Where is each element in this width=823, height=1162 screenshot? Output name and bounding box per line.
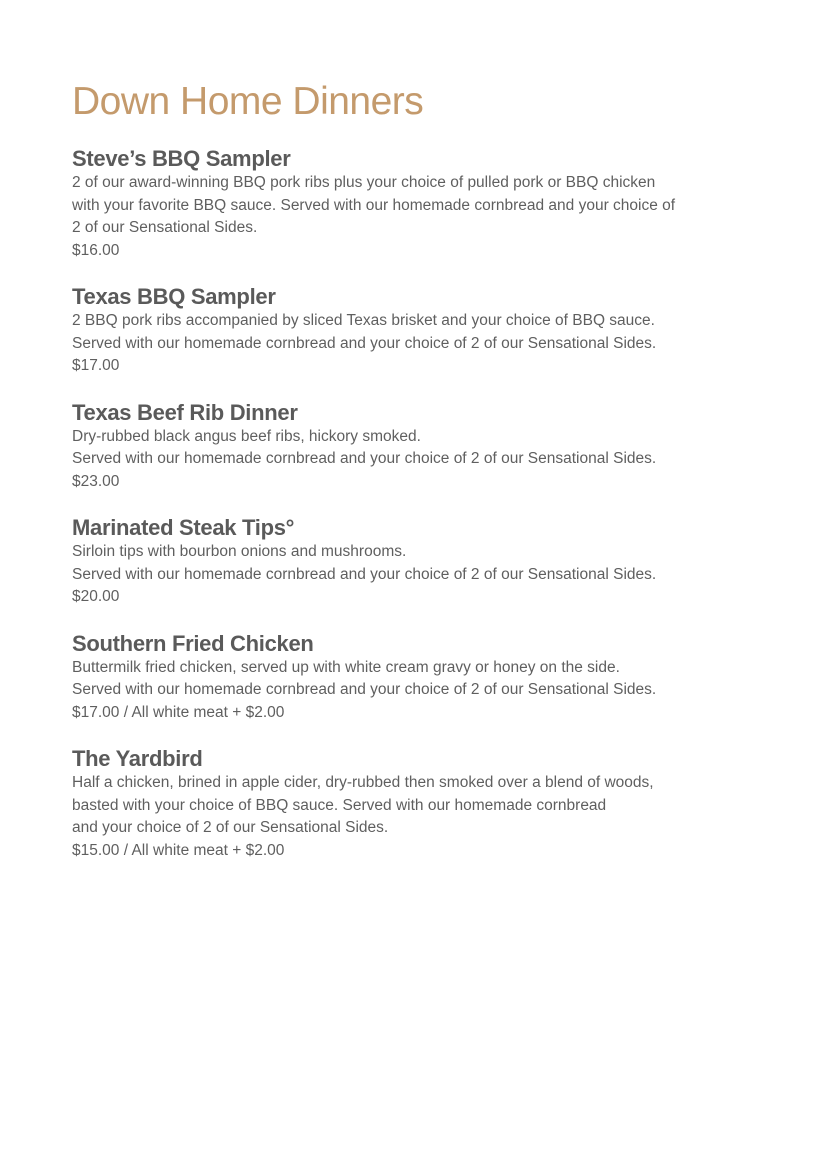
item-name: The Yardbird — [72, 746, 203, 771]
menu-page — [72, 80, 792, 884]
menu-item — [72, 631, 792, 725]
menu-item — [72, 746, 792, 862]
item-name: Steve’s BBQ Sampler — [72, 146, 291, 171]
page-title: Down Home Dinners — [72, 80, 424, 123]
item-name: Texas Beef Rib Dinner — [72, 399, 298, 425]
item-description-line: 2 of our award-winning BBQ pork ribs plus your choice of pulled pork or BBQ chicken — [72, 174, 656, 191]
item-description-line: with your favorite BBQ sauce. Served with our homemade cornbread and your choice of — [72, 196, 676, 214]
menu-item — [72, 515, 792, 609]
item-description-line: 2 of our Sensational Sides. — [72, 219, 258, 236]
item-description-line: basted with your choice of BBQ sauce. Served with our homemade cornbread — [72, 796, 607, 814]
item-price: $17.00 — [72, 357, 120, 374]
item-price: $23.00 — [72, 472, 120, 490]
item-name: Texas BBQ Sampler — [72, 284, 276, 309]
item-description-line: Served with our homemade cornbread and your choice of 2 of our Sensational Sides. — [72, 565, 657, 583]
menu-item — [72, 146, 792, 262]
item-description-line: Served with our homemade cornbread and your choice of 2 of our Sensational Sides. — [72, 681, 657, 698]
item-name: Marinated Steak Tips° — [72, 515, 295, 540]
item-description-line: 2 BBQ pork ribs accompanied by sliced Texas brisket and your choice of BBQ sauce. — [72, 312, 655, 329]
menu-item — [72, 400, 792, 494]
item-description-line: Sirloin tips with bourbon onions and mushrooms. — [72, 543, 407, 560]
item-description-line: Dry-rubbed black angus beef ribs, hickory smoked. — [72, 427, 421, 445]
item-description-line: Served with our homemade cornbread and your choice of 2 of our Sensational Sides. — [72, 450, 657, 467]
item-description-line: Half a chicken, brined in apple cider, dry-rubbed then smoked over a blend of woods, — [72, 774, 654, 791]
item-price: $20.00 — [72, 588, 120, 605]
item-price: $17.00 / All white meat + $2.00 — [72, 703, 285, 721]
item-description-line: and your choice of 2 of our Sensational Sides. — [72, 819, 389, 836]
item-name: Southern Fried Chicken — [72, 630, 314, 656]
item-price: $16.00 — [72, 241, 120, 259]
menu-item — [72, 284, 792, 378]
item-price: $15.00 / All white meat + $2.00 — [72, 841, 285, 859]
item-description-line: Served with our homemade cornbread and your choice of 2 of our Sensational Sides. — [72, 334, 657, 352]
item-description-line: Buttermilk fried chicken, served up with white cream gravy or honey on the side. — [72, 658, 620, 676]
